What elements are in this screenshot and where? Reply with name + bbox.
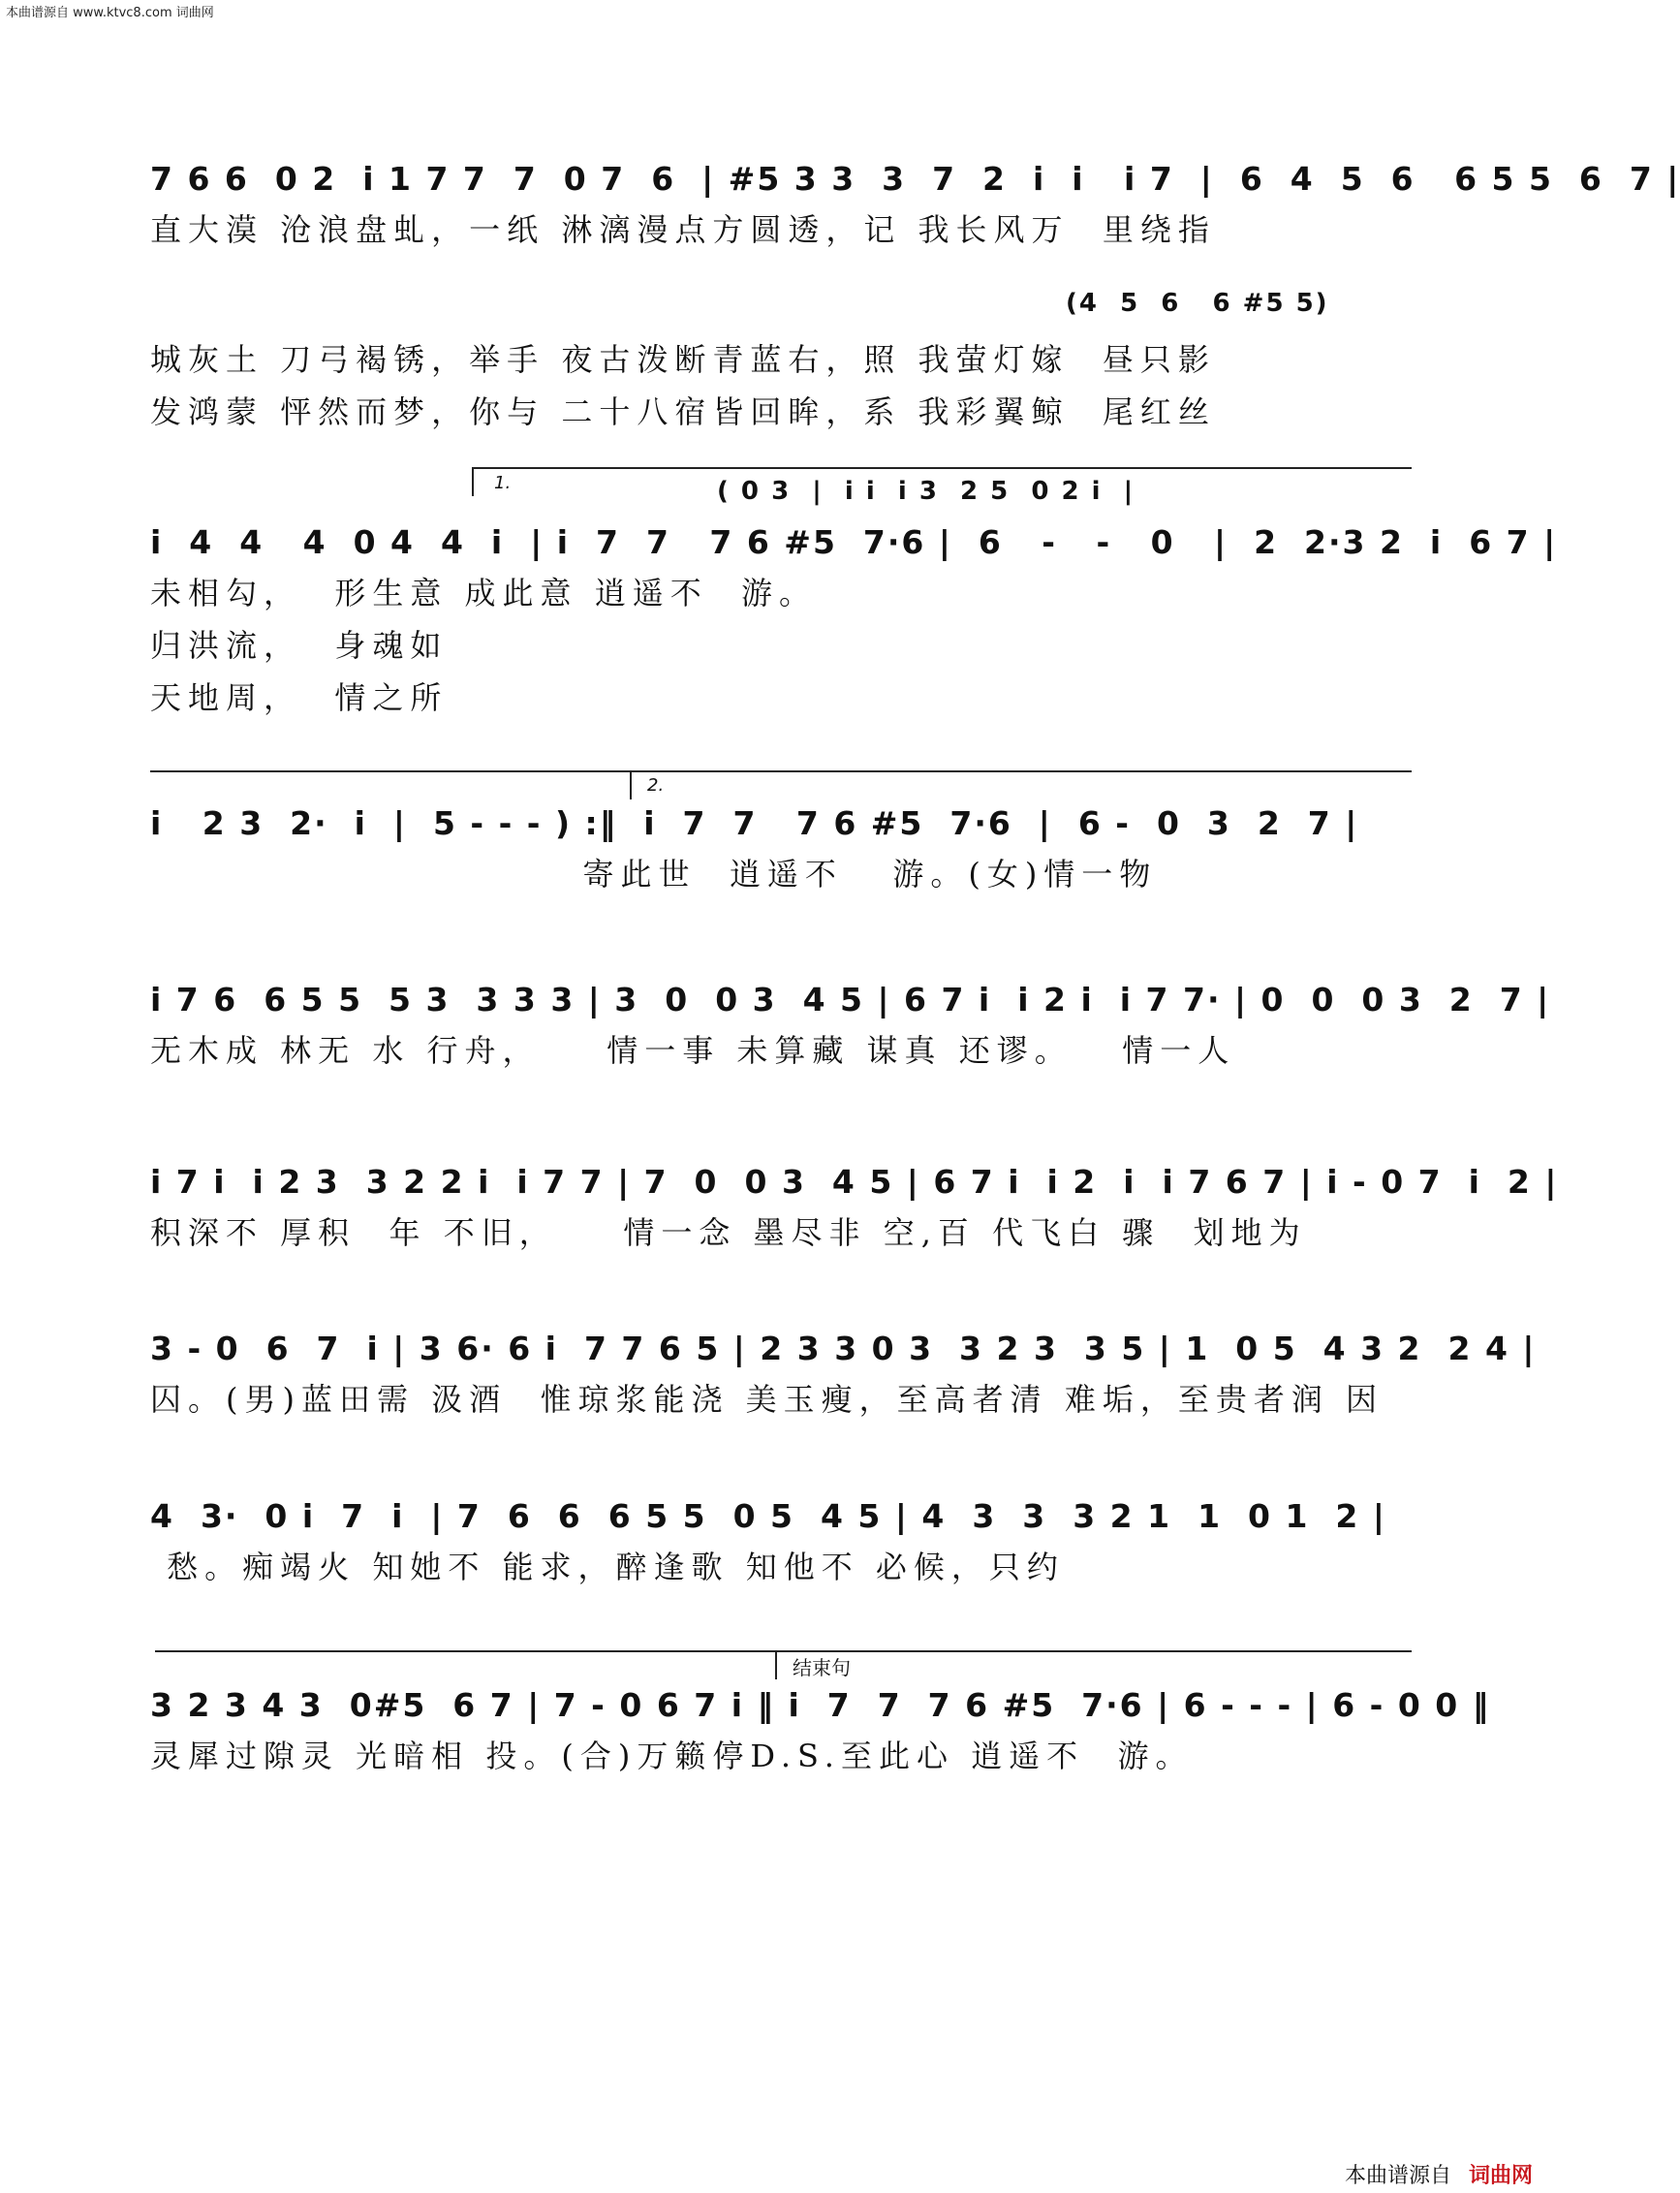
source-watermark: 本曲谱源自 www.ktvc8.com 词曲网 — [6, 6, 214, 20]
lyric-line-3: 发鸿蒙 怦然而梦，你与 二十八宿皆回眸，系 我彩翼鲸 尾红丝 — [150, 393, 1216, 430]
ending-bracket-start — [775, 1650, 777, 1679]
footer-source: 本曲谱源自 — [1344, 2164, 1451, 2188]
lyric-line-1: 无木成 林无 水 行舟， 情一事 未算藏 谋真 还谬。 情一人 — [150, 1032, 1236, 1069]
volta-bracket-3-start — [630, 770, 632, 799]
auxiliary-notation: (4 5 6 6 #5 5) — [1066, 289, 1329, 318]
notation-line: 7 6 6 0 2 i 1 7 7 7 0 7 6 | #5 3 3 3 7 2 i i i 7 | 6 4 5 6 6 5 5 6 7 | — [150, 160, 1680, 198]
lyric-line-1: 直大漠 沧浪盘虬，一纸 淋漓漫点方圆透，记 我长风万 里绕指 — [150, 211, 1216, 248]
score-system-2 — [150, 523, 1558, 718]
score-system-8 — [150, 1686, 1491, 1776]
volta-bracket-1 — [472, 467, 1412, 469]
page-footer — [1345, 2159, 1533, 2189]
volta-bracket-1-end — [472, 467, 474, 496]
lyric-line-1: 灵犀过隙灵 光暗相 投。(合)万籁停D.S.至此心 逍遥不 游。 — [150, 1738, 1194, 1774]
volta-bracket-2 — [150, 770, 630, 772]
notation-line: 3 2 3 4 3 0#5 6 7 | 7 - 0 6 7 i ‖ i 7 7 7 6 #5 7·6 | 6 - - - | 6 - 0 0 ‖ — [150, 1686, 1491, 1724]
auxiliary-notation: ( 0 3 | i i i 3 2 5 0 2 i | — [717, 477, 1136, 506]
volta-bracket-3 — [630, 770, 1412, 772]
notation-line: i 4 4 4 0 4 4 i | i 7 7 7 6 #5 7·6 | 6 - - 0 | 2 2·3 2 i 6 7 | — [150, 523, 1558, 561]
footer-site-logo: 词曲网 — [1468, 2164, 1533, 2188]
lyric-line-1: 寄此世 逍遥不 游。(女)情一物 — [150, 856, 1158, 893]
score-system-1 — [150, 160, 1680, 250]
lyric-line-3: 天地周， 情之所 — [150, 679, 449, 716]
notation-line: 3 - 0 6 7 i | 3 6· 6 i 7 7 6 5 | 2 3 3 0 3 3 2 3 3 5 | 1 0 5 4 3 2 2 4 | — [150, 1330, 1537, 1367]
volta-label-2: 2. — [647, 775, 665, 796]
notation-line: i 2 3 2· i | 5 - - - ) :‖ i 7 7 7 6 #5 7·6 | 6 - 0 3 2 7 | — [150, 804, 1359, 842]
lyric-line-1: 愁。痴竭火 知她不 能求，醉逢歌 知他不 必候，只约 — [150, 1549, 1065, 1585]
volta-label-1: 1. — [494, 473, 512, 493]
lyric-line-1: 未相勾， 形生意 成此意 逍遥不 游。 — [150, 575, 818, 611]
notation-line: i 7 i i 2 3 3 2 2 i i 7 7 | 7 0 0 3 4 5 | 6 7 i i 2 i i 7 6 7 | i - 0 7 i 2 | — [150, 1163, 1559, 1201]
score-system-3 — [150, 804, 1410, 894]
lyric-line-1: 积深不 厚积 年 不旧， 情一念 墨尽非 空,百 代飞白 骤 划地为 — [150, 1214, 1307, 1251]
score-system-5 — [150, 1163, 1559, 1253]
lyric-line-1: 囚。(男)蓝田需 汲酒 惟琼浆能浇 美玉瘦，至高者清 难垢，至贵者润 因 — [150, 1381, 1384, 1418]
section-bracket — [155, 1650, 775, 1652]
score-system-1-verses — [150, 328, 1410, 432]
lyric-line-2: 城灰土 刀弓褐锈，举手 夜古泼断青蓝右，照 我萤灯嫁 昼只影 — [150, 341, 1216, 378]
notation-line: i 7 6 6 5 5 5 3 3 3 3 | 3 0 0 3 4 5 | 6 7 i i 2 i i 7 7· | 0 0 0 3 2 7 | — [150, 981, 1551, 1018]
ending-label: 结束句 — [793, 1656, 851, 1679]
score-system-4 — [150, 981, 1551, 1071]
score-system-7 — [150, 1497, 1410, 1587]
notation-line: 4 3· 0 i 7 i | 7 6 6 6 5 5 0 5 4 5 | 4 3 3 3 2 1 1 0 1 2 | — [150, 1497, 1386, 1535]
ending-bracket — [775, 1650, 1412, 1652]
score-system-6 — [150, 1330, 1537, 1420]
lyric-line-2: 归洪流， 身魂如 — [150, 627, 449, 664]
